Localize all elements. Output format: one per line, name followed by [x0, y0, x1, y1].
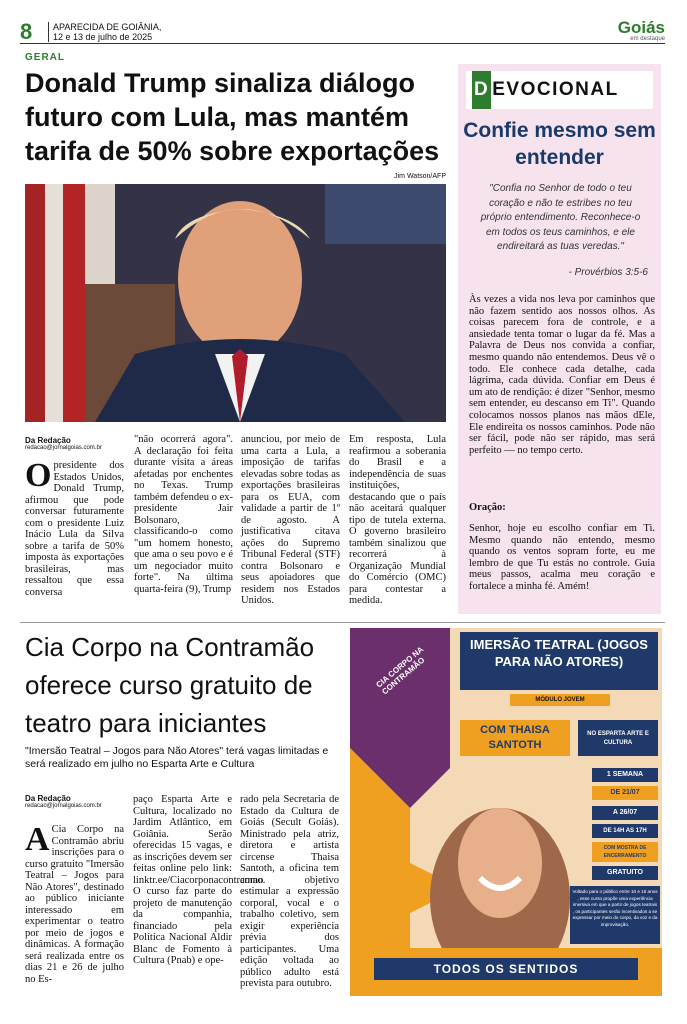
poster-footer: TODOS OS SENTIDOS [374, 958, 638, 980]
poster-company-logo: CIA CORPO NA CONTRAMÃO [374, 644, 427, 697]
story2-byline: Da Redação [25, 794, 71, 803]
poster-start-date: DE 21/07 [592, 786, 658, 800]
page-number: 8 [20, 19, 33, 44]
devocional-box [458, 64, 661, 614]
section-divider [20, 622, 665, 623]
section-label: GERAL [25, 52, 65, 63]
edition-info [48, 22, 161, 42]
story1-column-1 [25, 457, 124, 598]
newspaper-logo [618, 20, 665, 42]
devocional-reference: - Provérbios 3:5-6 [568, 267, 648, 278]
poster-duration: 1 SEMANA [592, 768, 658, 782]
poster-hours: DE 14H AS 17H [592, 824, 658, 838]
devocional-body: Às vezes a vida nos leva por caminhos que não fazem sentido aos nossos olhos. As coisas parecem fora de controle, e a ansiedade tenta tomar o lugar da fé. Mas a Palavra de Deus nos convida a confiar, mesmo quando não entendemos. Deus vê o todo. Ele conhece cada detalhe, cada lágrima, cada dúvida. Confiar em Deus é um ato de rendição: é dizer "Senhor, mesmo sem entender, eu descanso em Ti". Quando colocamos nossos planos nas mãos dEle, Ele endireita os nossos caminhos. Pode não ser fácil, pode não ser rápido, mas será perfeito — no tempo certo. [469, 294, 655, 456]
poster-instructor: COM THAISA SANTOTH [460, 720, 570, 756]
devocional-banner-text: EVOCIONAL [492, 79, 619, 100]
story1-byline-block [25, 436, 102, 451]
story2-col1-text: Cia Corpo na Contramão abriu inscrições para o curso gratuito "Imersão Teatral – Jogos para Não Atores", destinado ao público iniciante interessado em experimentar o teatro por meio de jogos e dinâmicas. A formação será realizada entre os dias 21 e 26 de julho no Es- [25, 824, 124, 985]
story2-drop-cap: A [25, 821, 50, 858]
logo-text: Goiás [617, 18, 665, 37]
story1-column-2: "não ocorrerá agora". A declaração foi feita durante visita a áreas afetadas por enchentes no Texas. Trump também defendeu o ex-presidente Jair Bolsonaro, classificando-o como "um homem honesto, que ama o seu povo e é um negociador muito forte". Na última quarta-feira (9), Trump [134, 434, 233, 595]
trump-photo [25, 184, 446, 422]
logo-subtext: em destaque [630, 36, 665, 42]
edition-date: 12 e 13 de julho de 2025 [53, 32, 153, 42]
trump-portrait-illustration [25, 184, 446, 422]
poster-title: IMERSÃO TEATRAL (JOGOS PARA NÃO ATORES) [460, 632, 658, 690]
story1-col1-text: presidente dos Estados Unidos, Donald Trump, afirmou que pode conversar futuramente com o presidente Luiz Inácio Lula da Silva sobre a tarifa de 50% imposta às exportações brasileiras, mas ressaltou que essa conversa [25, 460, 124, 598]
story2-byline-block [25, 794, 102, 809]
story1-column-3: anunciou, por meio de uma carta a Lula, a imposição de tarifas elevadas sobre todas as exportações brasileiras para os EUA, com validade a partir de 1º de agosto. A justificativa citava ações do Supremo Tribunal Federal (STF) contra Bolsonaro e seus apoiadores que residem nos Estados Unidos. [241, 434, 340, 606]
story1-email: redacao@jornalgoias.com.br [25, 445, 102, 451]
devocional-title: Confie mesmo sem entender [463, 119, 656, 169]
prayer-label: Oração: [469, 502, 506, 513]
story1-column-4: Em resposta, Lula reafirmou a soberania do Brasil e a independência de suas instituições, destacando que o país não aceitará qualquer tipo de tutela externa. O governo brasileiro também sinalizou que recorrerá à Organização Mundial do Comércio (OMC) para contestar a medida. [349, 434, 446, 606]
story1-drop-cap: O [25, 457, 52, 494]
story2-column-3: rado pela Secretaria de Estado da Cultura de Goiás (Secult Goiás). Ministrado pela atriz, diretora e artista circense Thaisa Santoth, a oficina tem como objetivo estimular a expressão corporal, vocal e o trabalho coletivo, sem exigir experiência prévia dos participantes. Uma edição voltada ao público adulto está prevista para outubro. [240, 794, 339, 989]
poster-description: Voltado para o público entre 10 e 16 anos , esse curso propõe uma experiência imersiva em que a partir de jogos teatrais , os participantes serão incentivados a se expressar por meio do corpo, da voz e da improvisação. [570, 886, 660, 944]
poster-free-badge: GRATUITO [592, 866, 658, 880]
story2-headline: Cia Corpo na Contramão oferece curso gratuito de teatro para iniciantes [25, 632, 315, 738]
devocional-verse: "Confia no Senhor de todo o teu coração e não te estribes no teu próprio entendimento. Reconhece-o em todos os teus caminhos, e ele endireitará as tuas veredas." [480, 183, 641, 252]
edition-city: APARECIDA DE GOIÂNIA, [53, 22, 162, 32]
story2-email: redacao@jornalgoias.com.br [25, 803, 102, 809]
event-poster [350, 628, 662, 996]
story2-column-2: paço Esparta Arte e Cultura, localizado no Jardim Atlântico, em Goiânia. Serão oferecidas 15 vagas, e as inscrições devem ser feitas online pelo link: linktr.ee/Ciacorponacontramao. O curso faz parte do projeto de manutenção da companhia, financiado pela Política Nacional Aldir Blanc de Fomento à Cultura (Pnab) e ope- [133, 794, 266, 966]
photo-credit: Jim Watson/AFP [394, 173, 446, 180]
prayer-text: Senhor, hoje eu escolho confiar em Ti. Mesmo quando não entendo, mesmo quando os ventos sopram forte, eu me lembro de que Tu estás no controle. Guia meus passos, acalma meu coração e fortalece a minha fé. Amém! [469, 523, 655, 592]
story1-byline: Da Redação [25, 436, 71, 445]
devocional-initial: D [472, 71, 491, 109]
story1-headline: Donald Trump sinaliza diálogo futuro com Lula, mas mantém tarifa de 50% sobre exportações [25, 68, 440, 166]
devocional-banner [466, 71, 653, 109]
poster-venue: NO ESPARTA ARTE E CULTURA [578, 720, 658, 756]
page-header [20, 20, 665, 44]
story2-dek: "Imersão Teatral – Jogos para Não Atores" terá vagas limitadas e será realizado em julho no Esparta Arte e Cultura [25, 745, 329, 770]
poster-end-date: A 26/07 [592, 806, 658, 820]
story2-column-1 [25, 821, 124, 985]
poster-showcase: COM MOSTRA DE ENCERRAMENTO [592, 842, 658, 862]
poster-module: MÓDULO JOVEM [510, 694, 610, 706]
